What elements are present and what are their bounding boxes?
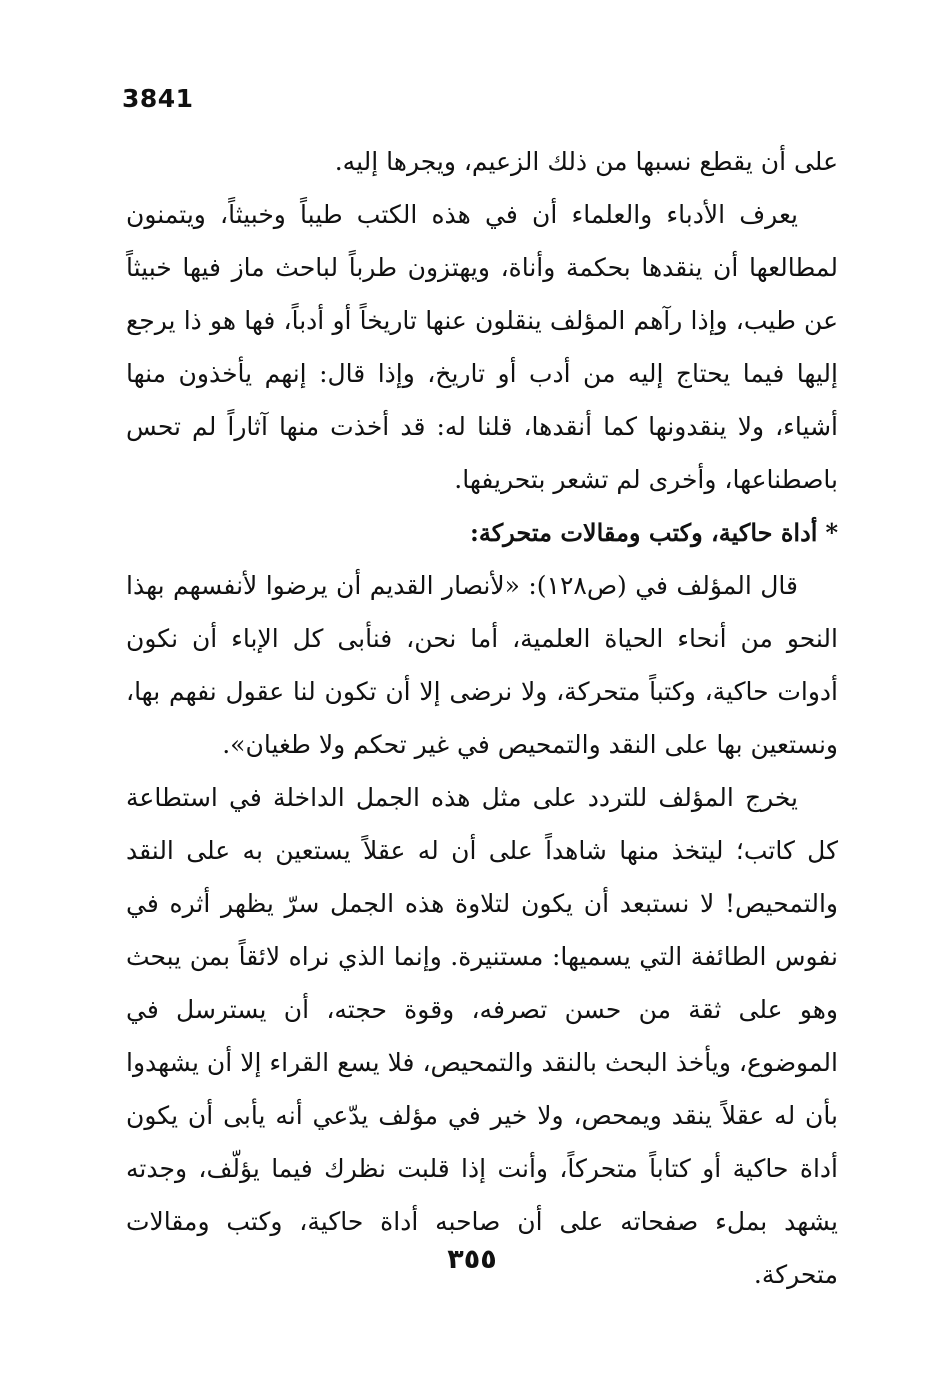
paragraph-2: يعرف الأدباء والعلماء أن في هذه الكتب طيباً وخبيثاً، ويتمنون لمطالعها أن ينقدها بحكمة وأناة، ويهتزون طرباً لباحث ماز فيها خبيثاً عن طيب، وإذا رآهم المؤلف ينقلون عنها تاريخاً أو أدباً، فها هو ذا يرجع إليها فيما يحتاج إليه من أدب أو تاريخ، وإذا قال: إنهم يأخذون منها أشياء، ولا ينقدونها كما أنقدها، قلنا له: قد أخذت منها آثاراً لم تحس باصطناعها، وأخرى لم تشعر بتحريفها. — [126, 200, 838, 494]
section-heading-text: أداة حاكية، وكتب ومقالات متحركة: — [470, 518, 818, 547]
asterisk-icon: * — [825, 518, 838, 547]
page-id: 3841 — [122, 84, 194, 113]
body-text — [126, 135, 838, 1301]
paragraph-4: يخرج المؤلف للتردد على مثل هذه الجمل الداخلة في استطاعة كل كاتب؛ ليتخذ منها شاهداً على أن له عقلاً يستعين به على النقد والتمحيص! لا نستبعد أن يكون لتلاوة هذه الجمل سرّ يظهر أثره في نفوس الطائفة التي يسميها: مستنيرة. وإنما الذي نراه لائقاً بمن يبحث وهو على ثقة من حسن تصرفه، وقوة حجته، أن يسترسل في الموضوع، ويأخذ البحث بالنقد والتمحيص، فلا يسع القراء إلا أن يشهدوا بأن له عقلاً ينقد ويمحص، ولا خير في مؤلف يدّعي أنه يأبى أن يكون أداة حاكية أو كتاباً متحركاً، وأنت إذا قلبت نظرك فيما يؤلّف، وجدته يشهد بملء صفحاته على أن صاحبه أداة حاكية، وكتب ومقالات متحركة. — [126, 783, 838, 1289]
paragraph-1: على أن يقطع نسبها من ذلك الزعيم، ويجرها إليه. — [334, 147, 838, 176]
section-heading — [126, 506, 838, 559]
paragraph-3: قال المؤلف في (ص١٢٨): «لأنصار القديم أن يرضوا لأنفسهم بهذا النحو من أنحاء الحياة العلمية، أما نحن، فنأبى كل الإباء أن نكون أدوات حاكية، وكتباً متحركة، ولا نرضى إلا أن تكون لنا عقول نفهم بها، ونستعين بها على النقد والتمحيص في غير تحكم ولا طغيان». — [126, 571, 838, 759]
page-number: ٣٥٥ — [447, 1244, 497, 1275]
